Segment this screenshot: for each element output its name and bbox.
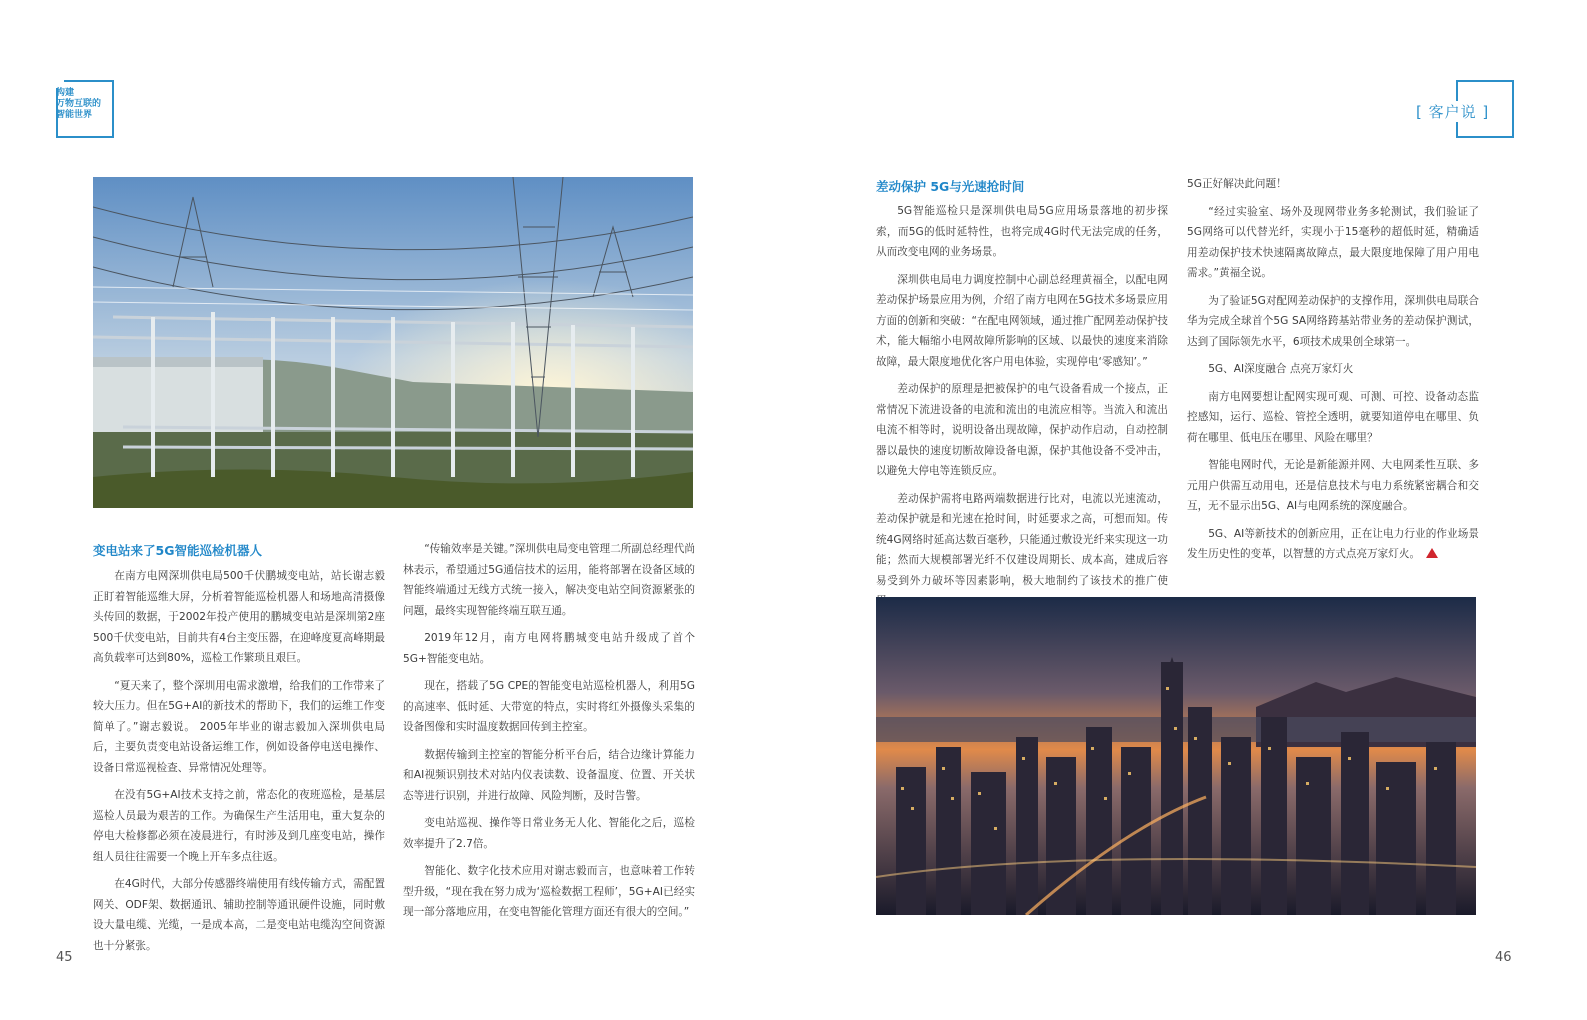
paragraph: 深圳供电局电力调度控制中心副总经理黄福全，以配电网差动保护场景应用为例，介绍了南方电网在5G技术多场景应用方面的创新和突破：“在配电网领域，通过推广配网差动保护技术，能大幅缩小电网故障所影响的区域、以最快的速度来消除故障，最大限度地优化客户用电体验，实现停电‘零感知’。” [876, 273, 1168, 368]
paragraph: 5G正好解决此问题！ [1187, 178, 1287, 190]
paragraph: 南方电网要想让配网实现可观、可测、可控、设备动态监控感知，运行、巡检、管控全透明，就要知道停电在哪里、负荷在哪里、低电压在哪里、风险在哪里？ [1187, 390, 1479, 444]
right-column-1 [876, 201, 1168, 619]
city-night-photo [876, 597, 1476, 915]
paragraph: 2019年12月，南方电网将鹏城变电站升级成了首个5G+智能变电站。 [403, 632, 695, 665]
left-column-1 [93, 566, 385, 963]
paragraph: 5G智能巡检只是深圳供电局5G应用场景落地的初步探索，而5G的低时延特性，也将完成4G时代无法完成的任务，从而改变电网的业务场景。 [876, 205, 1168, 258]
right-article-heading: 差动保护 5G与光速抢时间 [876, 179, 1025, 194]
paragraph: 在4G时代，大部分传感器终端使用有线传输方式，需配置网关、ODF架、数据通讯、辅助控制等通讯硬件设施，同时敷设大量电缆、光缆，一是成本高，二是变电站电缆沟空间资源也十分紧张。 [93, 878, 385, 952]
page-number-right: 46 [1495, 950, 1512, 965]
paragraph: 为了验证5G对配网差动保护的支撑作用，深圳供电局联合华为完成全球首个5G SA网络跨基站带业务的差动保护测试，达到了国际领先水平，6项技术成果创全球第一。 [1187, 294, 1479, 348]
paragraph [1187, 524, 1479, 565]
paragraph: “夏天来了，整个深圳用电需求激增，给我们的工作带来了较大压力。但在5G+AI的新技术的帮助下，我们的运维工作变简单了。”谢志毅说。 2005年毕业的谢志毅加入深圳供电局后，主要负责变电站设备运维工作，例如设备停电送电操作、设备日常巡视检查、异常情况处理等。 [93, 679, 385, 774]
paragraph: 差动保护的原理是把被保护的电气设备看成一个接点，正常情况下流进设备的电流和流出的电流应相等。当流入和流出电流不相等时，说明设备出现故障，保护动作启动，自动控制器以最快的速度切断故障设备电源，保护其他设备不受冲击，以避免大停电等连锁反应。 [876, 383, 1168, 477]
section-tag-line: 万物互联的 [56, 99, 102, 109]
paragraph: 变电站巡视、操作等日常业务无人化、智能化之后，巡检效率提升了2.7倍。 [403, 817, 695, 850]
end-mark-icon [1426, 548, 1438, 558]
paragraph: 在没有5G+AI技术支持之前，常态化的夜班巡检，是基层巡检人员最为艰苦的工作。为确保生产生活用电，重大复杂的停电大检修都必须在凌晨进行，有时涉及到几座变电站，操作组人员往往需要一个晚上开车多点往返。 [93, 789, 385, 863]
left-article-heading: 变电站来了5G智能巡检机器人 [93, 543, 262, 558]
paragraph: “传输效率是关键。”深圳供电局变电管理二所副总经理代尚林表示，希望通过5G通信技术的运用，能将部署在设备区域的智能终端通过无线方式统一接入，解决变电站空间资源紧张的问题，最终实现智能终端互联互通。 [403, 543, 695, 617]
paragraph: “经过实验室、场外及现网带业务多轮测试，我们验证了5G网络可以代替光纤，实现小于15毫秒的超低时延，精确适用差动保护技术快速隔离故障点，最大限度地保障了用户用电需求。”黄福全说。 [1187, 205, 1479, 279]
subheading: 5G、AI深度融合 点亮万家灯火 [1208, 363, 1354, 375]
section-label: [ 客户说 ] [1416, 103, 1490, 121]
section-tag-line: 智能世界 [56, 110, 93, 120]
page-number-left: 45 [56, 950, 73, 965]
closing-paragraph-text: 5G、AI等新技术的创新应用，正在让电力行业的作业场景发生历史性的变革，以智慧的方式点亮万家灯火。 [1187, 527, 1479, 560]
paragraph: 现在，搭载了5G CPE的智能变电站巡检机器人，利用5G的高速率、低时延、大带宽的特点，实时将红外摄像头采集的设备图像和实时温度数据回传到主控室。 [403, 680, 695, 733]
paragraph: 在南方电网深圳供电局500千伏鹏城变电站，站长谢志毅正盯着智能巡维大屏，分析着智能巡检机器人和场地高清摄像头传回的数据，于2002年投产使用的鹏城变电站是深圳第2座500千伏变电站，目前共有4台主变压器，在迎峰度夏高峰期最高负载率可达到80%，巡检工作繁琐且艰巨。 [93, 570, 385, 664]
section-tag [56, 88, 116, 121]
paragraph: 差动保护需将电路两端数据进行比对，电流以光速流动，差动保护就是和光速在抢时间，时延要求之高，可想而知。传统4G网络时延高达数百毫秒，只能通过敷设光纤来实现这一功能；然而大规模部署光纤不仅建设周期长、成本高，建成后容易受到外力破坏等因素影响，极大地制约了该技术的推广使 [876, 492, 1168, 587]
paragraph: 数据传输到主控室的智能分析平台后，结合边缘计算能力和AI视频识别技术对站内仪表读数、设备温度、位置、开关状态等进行识别，并进行故障、风险判断，及时告警。 [403, 748, 695, 802]
substation-photo [93, 177, 693, 508]
left-column-2 [403, 539, 695, 930]
paragraph: 智能化、数字化技术应用对谢志毅而言，也意味着工作转型升级，“现在我在努力成为‘巡检数据工程师’，5G+AI已经实现一部分落地应用，在变电智能化管理方面还有很大的空间。” [403, 865, 695, 918]
paragraph: 智能电网时代，无论是新能源并网、大电网柔性互联、多元用户供需互动用电，还是信息技术与电力系统紧密耦合和交互，无不显示出5G、AI与电网系统的深度融合。 [1187, 459, 1479, 512]
right-column-2 [1187, 174, 1479, 572]
section-tag-line: 构建 [56, 88, 75, 98]
